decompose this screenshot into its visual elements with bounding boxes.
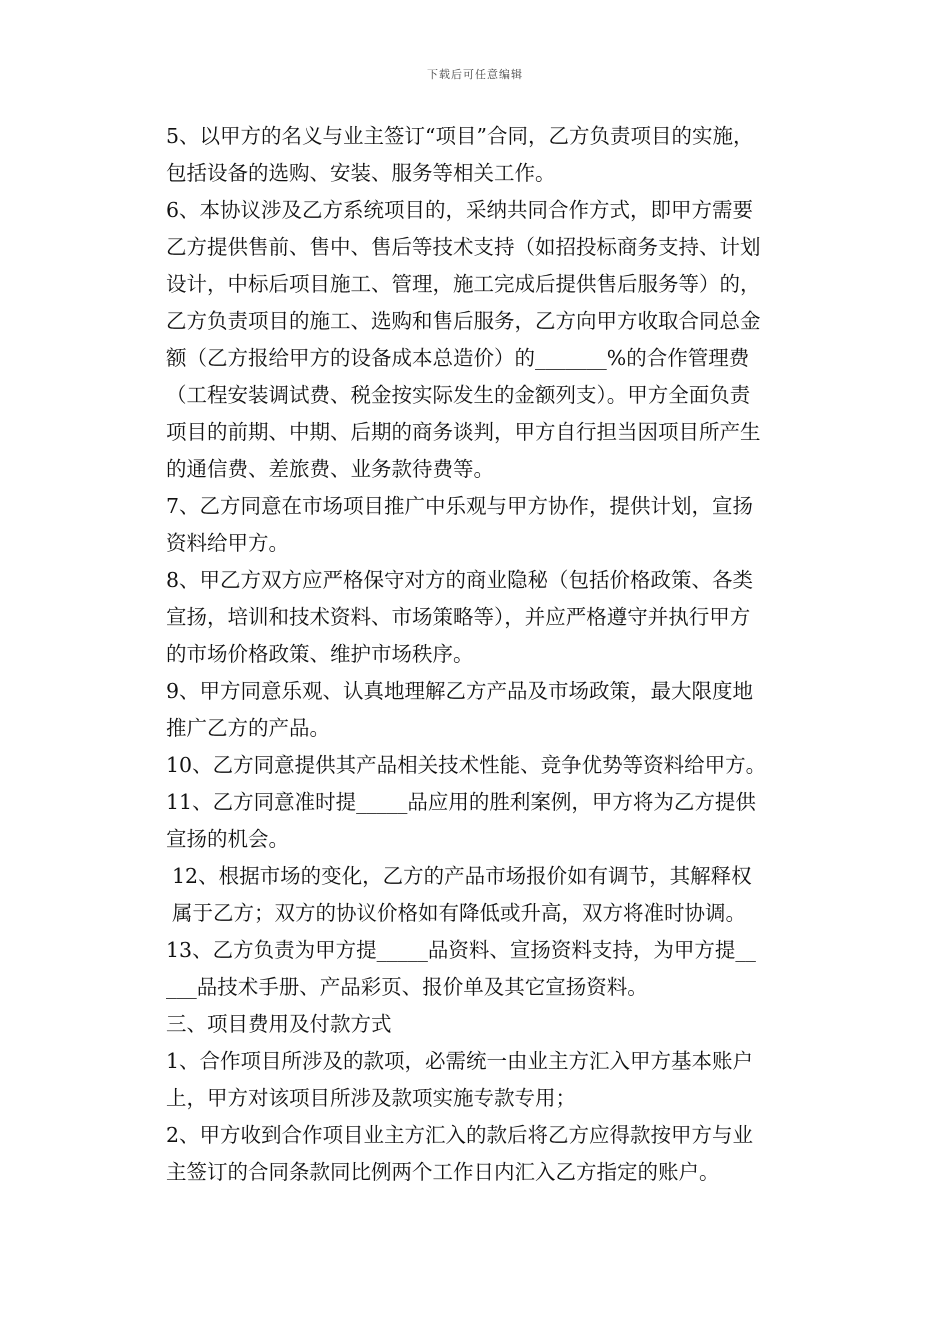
text-line: 主签订的合同条款同比例两个工作日内汇入乙方指定的账户。	[166, 1160, 720, 1184]
text-line: 上，甲方对该项目所涉及款项实施专款专用；	[166, 1086, 576, 1110]
text-line: 的市场价格政策、维护市场秩序。	[166, 642, 474, 666]
text-line: 12、根据市场的变化，乙方的产品市场报价如有调节，其解释权	[172, 864, 752, 888]
payment-clause-2	[146, 1117, 810, 1191]
clause-8	[146, 562, 810, 673]
clause-10	[146, 747, 810, 784]
text-line: ___品技术手册、产品彩页、报价单及其它宣扬资料。	[166, 975, 648, 999]
text-line: 资料给甲方。	[166, 531, 289, 555]
text-line: 属于乙方；双方的协议价格如有降低或升高，双方将准时协调。	[172, 901, 746, 925]
text-line: 11、乙方同意准时提_____品应用的胜利案例，甲方将为乙方提供	[166, 790, 756, 814]
clause-7	[146, 488, 810, 562]
text-line: 9、甲方同意乐观、认真地理解乙方产品及市场政策，最大限度地	[166, 679, 754, 703]
page-header-note: 下载后可任意编辑	[427, 68, 523, 81]
text-line: 三、项目费用及付款方式	[166, 1012, 392, 1036]
clause-9	[146, 673, 810, 747]
text-line: 7、乙方同意在市场项目推广中乐观与甲方协作，提供计划，宣扬	[166, 494, 754, 518]
text-line: 宣扬，培训和技术资料、市场策略等），并应严格遵守并执行甲方	[166, 605, 751, 629]
text-line: 10、乙方同意提供其产品相关技术性能、竞争优势等资料给甲方。	[166, 753, 767, 777]
text-line: 设计，中标后项目施工、管理，施工完成后提供售后服务等）的，	[166, 272, 761, 296]
text-line: 额（乙方报给甲方的设备成本总造价）的_______%的合作管理费	[166, 346, 750, 370]
clause-5	[146, 118, 810, 192]
section-heading-payment	[146, 1006, 810, 1043]
text-line: 8、甲乙方双方应严格保守对方的商业隐秘（包括价格政策、各类	[166, 568, 754, 592]
clause-6	[146, 192, 810, 488]
clause-11	[146, 784, 810, 858]
text-line: 乙方负责项目的施工、选购和售后服务，乙方向甲方收取合同总金	[166, 309, 761, 333]
text-line: 2、甲方收到合作项目业主方汇入的款后将乙方应得款按甲方与业	[166, 1123, 754, 1147]
payment-clause-1	[146, 1043, 810, 1117]
text-line: 6、本协议涉及乙方系统项目的，采纳共同合作方式，即甲方需要	[166, 198, 754, 222]
text-line: 1、合作项目所涉及的款项，必需统一由业主方汇入甲方基本账户	[166, 1049, 754, 1073]
text-line: 13、乙方负责为甲方提_____品资料、宣扬资料支持，为甲方提__	[166, 938, 756, 962]
text-line: 包括设备的选购、安装、服务等相关工作。	[166, 161, 556, 185]
text-line: 宣扬的机会。	[166, 827, 289, 851]
text-line: 乙方提供售前、售中、售后等技术支持（如招投标商务支持、计划	[166, 235, 761, 259]
text-line: 项目的前期、中期、后期的商务谈判，甲方自行担当因项目所产生	[166, 420, 761, 444]
text-line: 推广乙方的产品。	[166, 716, 330, 740]
clause-13	[146, 932, 810, 1006]
clause-12	[146, 858, 810, 932]
text-line: （工程安装调试费、税金按实际发生的金额列支）。甲方全面负责	[166, 383, 751, 407]
text-line: 5、以甲方的名义与业主签订“项目”合同，乙方负责项目的实施，	[166, 124, 754, 148]
text-line: 的通信费、差旅费、业务款待费等。	[166, 457, 494, 481]
document-body	[146, 118, 810, 1191]
